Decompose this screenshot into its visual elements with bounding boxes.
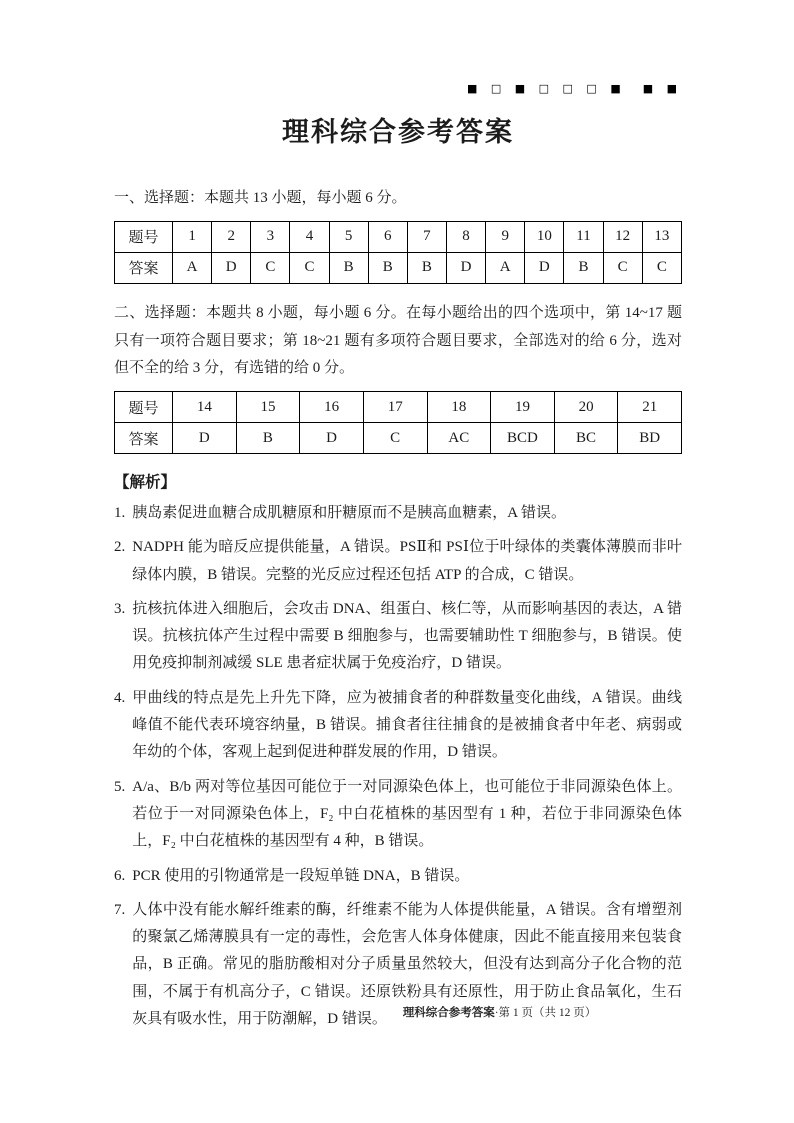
table-cell: 5 [329, 221, 368, 252]
analysis-item-number: 5. [114, 778, 126, 795]
table-cell: 8 [446, 221, 485, 252]
analysis-item-text: NADPH 能为暗反应提供能量，A 错误。PSⅡ和 PSⅠ位于叶绿体的类囊体薄膜而非叶绿体内膜，B 错误。完整的光反应过程还包括 ATP 的合成，C 错误。 [132, 539, 682, 583]
analysis-item-number: 7. [114, 901, 126, 918]
table-cell: C [363, 423, 427, 454]
table-cell: BCD [491, 423, 555, 454]
table-cell: BC [554, 423, 618, 454]
analysis-item-text: 抗核抗体进入细胞后，会攻击 DNA、组蛋白、核仁等，从而影响基因的表达，A 错误。抗核抗体产生过程中需要 B 细胞参与，也需要辅助性 T 细胞参与，B 错误。使用免疫抑制剂减缓 SLE 患者症状属于免疫治疗，D 错误。 [132, 600, 682, 672]
table-cell: B [368, 252, 407, 283]
table-cell: B [329, 252, 368, 283]
table-cell: 20 [554, 392, 618, 423]
table-row [115, 252, 682, 283]
table-cell: D [446, 252, 485, 283]
table-row [115, 221, 682, 252]
analysis-item [114, 863, 682, 890]
table-cell: AC [427, 423, 491, 454]
table-cell: D [173, 423, 237, 454]
table-row-header: 答案 [115, 423, 173, 454]
table-row [115, 392, 682, 423]
table-cell: A [486, 252, 525, 283]
table-cell: C [251, 252, 290, 283]
analysis-item [114, 685, 682, 767]
analysis-item-text: 胰岛素促进血糖合成肌糖原和肝糖原而不是胰高血糖素，A 错误。 [132, 505, 567, 521]
table-cell: B [564, 252, 603, 283]
analysis-item-text: A/a、B/b 两对等位基因可能位于一对同源染色体上，也可能位于非同源染色体上。若位于一对同源染色体上，F₂ 中白花植株的基因型有 1 种，若位于非同源染色体上，F₂ 中白花植株的基因型有 4 种，B 错误。 [132, 778, 682, 850]
table-cell: 15 [236, 392, 300, 423]
page-title: 理科综合参考答案 [282, 117, 514, 147]
analysis-item [114, 534, 682, 589]
analysis-item-text: PCR 使用的引物通常是一段短单链 DNA，B 错误。 [132, 867, 470, 884]
registration-marks-icon: ■ □ ■ □ □ □ ■ ■ ■ [466, 82, 682, 95]
table-cell: 6 [368, 221, 407, 252]
footer-page-number: ·第 1 页（共 12 页） [494, 1007, 597, 1019]
table-cell: 17 [363, 392, 427, 423]
table-cell: 3 [251, 221, 290, 252]
table-row-header: 答案 [115, 252, 173, 283]
table-cell: 2 [212, 221, 251, 252]
analysis-item [114, 500, 682, 527]
table-cell: A [173, 252, 212, 283]
table-cell: 4 [290, 221, 329, 252]
analysis-item [114, 596, 682, 678]
table-cell: 10 [525, 221, 564, 252]
analysis-item-number: 6. [114, 867, 126, 884]
table-cell: D [212, 252, 251, 283]
answer-table-1 [114, 221, 682, 284]
analysis-heading: 【解析】 [114, 474, 177, 491]
table-cell: B [236, 423, 300, 454]
table-row-header: 题号 [115, 221, 173, 252]
answer-table-2 [114, 391, 682, 454]
table-cell: D [525, 252, 564, 283]
analysis-item-text: 甲曲线的特点是先上升先下降，应为被捕食者的种群数量变化曲线，A 错误。曲线峰值不能代表环境容纳量，B 错误。捕食者往往捕食的是被捕食者中年老、病弱或年幼的个体，客观上起到促进种群发展的作用，D 错误。 [132, 689, 682, 761]
table-cell: 1 [173, 221, 212, 252]
table-row [115, 423, 682, 454]
table-cell: 12 [603, 221, 642, 252]
table-row-header: 题号 [115, 392, 173, 423]
analysis-item-number: 1. [114, 505, 126, 521]
analysis-item-number: 3. [114, 600, 126, 617]
table-cell: 7 [407, 221, 446, 252]
table-cell: 19 [491, 392, 555, 423]
table-cell: D [300, 423, 364, 454]
section2-heading: 二、选择题：本题共 8 小题，每小题 6 分。在每小题给出的四个选项中，第 14~17 题只有一项符合题目要求；第 18~21 题有多项符合题目要求，全部选对的给 6 分，选对但不全的给 3 分，有选错的给 0 分。 [114, 304, 682, 377]
table-cell: C [642, 252, 681, 283]
table-cell: C [603, 252, 642, 283]
table-cell: 21 [618, 392, 682, 423]
analysis-item-number: 2. [114, 539, 126, 556]
table-cell: 11 [564, 221, 603, 252]
table-cell: 9 [486, 221, 525, 252]
table-cell: C [290, 252, 329, 283]
table-cell: B [407, 252, 446, 283]
table-cell: BD [618, 423, 682, 454]
analysis-item-text: 人体中没有能水解纤维素的酶，纤维素不能为人体提供能量，A 错误。含有增塑剂的聚氯乙烯薄膜具有一定的毒性，会危害人体身体健康，因此不能直接用来包装食品，B 正确。常见的脂肪酸相对分子质量虽然较大，但没有达到高分子化合物的范围，不属于有机高分子，C 错误。还原铁粉具有还原性，用于防止食品氧化，生石灰具有吸水性，用于防潮解，D 错误。 [132, 901, 682, 1028]
analysis-item [114, 774, 682, 856]
section1-heading: 一、选择题：本题共 13 小题，每小题 6 分。 [114, 190, 407, 206]
page-footer [0, 1004, 794, 1020]
table-cell: 18 [427, 392, 491, 423]
table-cell: 13 [642, 221, 681, 252]
table-cell: 16 [300, 392, 364, 423]
footer-title: 理科综合参考答案 [402, 1007, 495, 1019]
analysis-item-number: 4. [114, 689, 126, 706]
table-cell: 14 [173, 392, 237, 423]
